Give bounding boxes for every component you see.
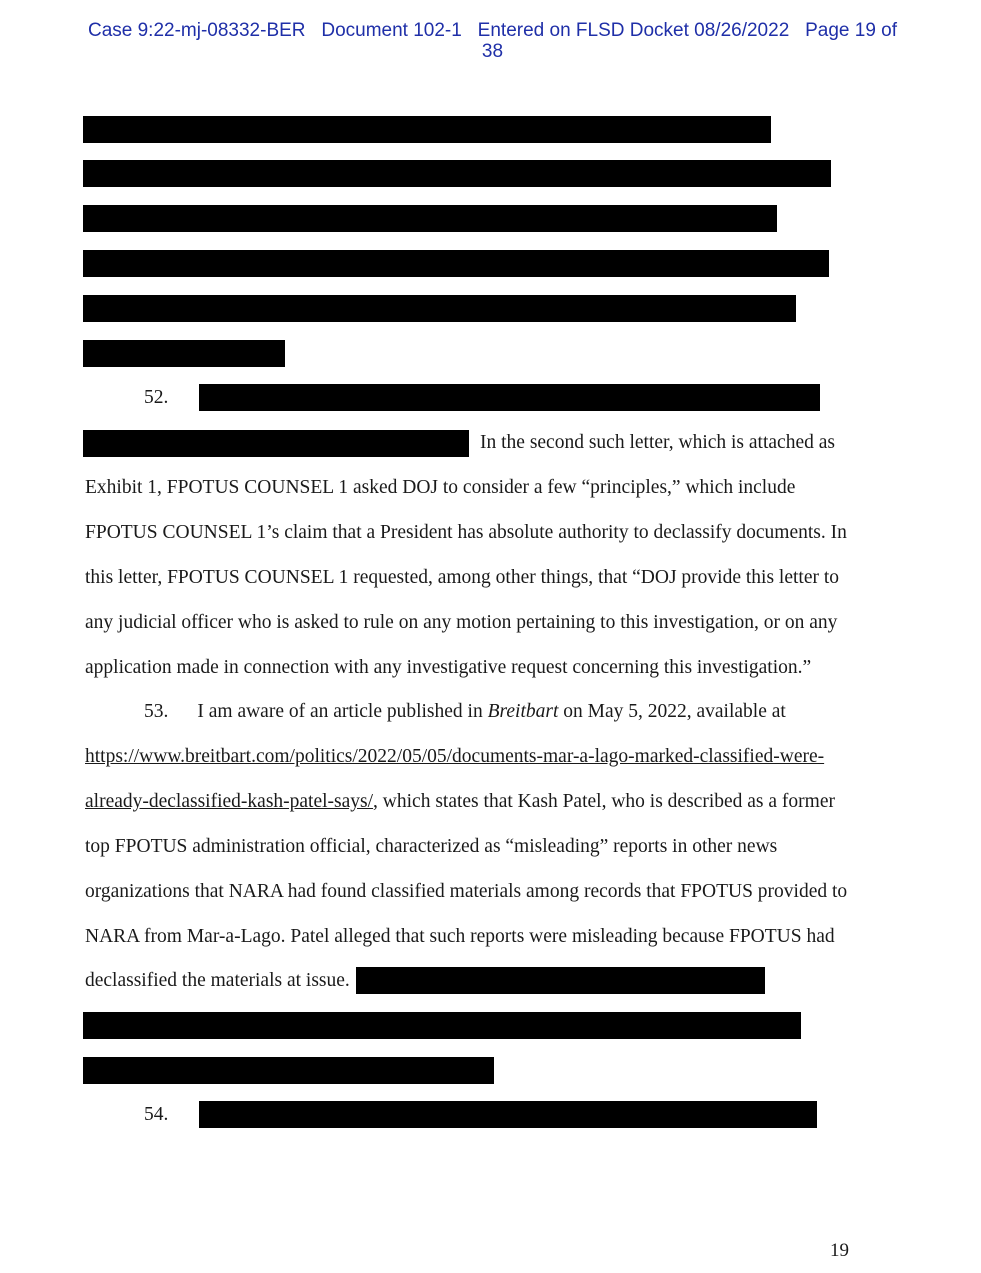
- redaction-block: [83, 116, 771, 143]
- redaction-block: [83, 250, 829, 277]
- p53-line-3: [85, 790, 835, 814]
- redaction-block: [83, 205, 777, 232]
- docket-header: [70, 20, 915, 62]
- p53-line-7: declassified the materials at issue.: [85, 970, 350, 991]
- p53-line-6: NARA from Mar-a-Lago. Patel alleged that such reports were misleading because FPOTUS had: [85, 926, 835, 947]
- redaction-block: [83, 1012, 801, 1039]
- docket-header-line-1: [70, 20, 915, 41]
- redaction-block: [83, 1057, 494, 1084]
- redaction-block: [199, 1101, 817, 1128]
- page-number: 19: [830, 1240, 849, 1261]
- page-total: 38: [481, 41, 504, 62]
- p52-line-4: this letter, FPOTUS COUNSEL 1 requested, among other things, that “DOJ provide this letter to: [85, 567, 840, 588]
- paragraph-number-54: 54.: [144, 1104, 169, 1125]
- p52-line-5: any judicial officer who is asked to rule on any motion pertaining to this investigation, or on any: [85, 612, 838, 633]
- p53-line-3-text: , which states that Kash Patel, who is described as a former: [373, 791, 835, 812]
- redaction-block: [83, 340, 285, 367]
- p53-line-5: organizations that NARA had found classified materials among records that FPOTUS provided to: [85, 881, 848, 902]
- publication-title: Breitbart: [487, 701, 559, 722]
- p53-line-1-text-b: on May 5, 2022, available at: [558, 701, 786, 722]
- p53-line-1-text-a: I am aware of an article published in: [197, 701, 488, 722]
- redaction-block: [83, 160, 831, 187]
- paragraph-number-53: 53.: [144, 701, 169, 722]
- page-of: Page 19 of: [805, 20, 898, 41]
- article-link-part-1[interactable]: https://www.breitbart.com/politics/2022/05/05/documents-mar-a-lago-marked-classified-were-: [85, 746, 825, 767]
- p52-line-2: Exhibit 1, FPOTUS COUNSEL 1 asked DOJ to consider a few “principles,” which include: [85, 477, 796, 498]
- p53-line-1: [144, 700, 786, 724]
- redaction-block: [199, 384, 820, 411]
- p53-line-2: [85, 745, 824, 769]
- p52-line-1: In the second such letter, which is attached as: [480, 432, 835, 453]
- article-link-part-2[interactable]: already-declassified-kash-patel-says/: [85, 791, 374, 812]
- paragraph-number-52: 52.: [144, 387, 169, 408]
- redaction-block: [83, 295, 796, 322]
- document-number: Document 102-1: [321, 20, 462, 41]
- p52-line-6: application made in connection with any investigative request concerning this investigation.”: [85, 657, 812, 678]
- p52-line-3: FPOTUS COUNSEL 1’s claim that a President has absolute authority to declassify documents. In: [85, 522, 847, 543]
- p53-line-4: top FPOTUS administration official, characterized as “misleading” reports in other news: [85, 836, 778, 857]
- redaction-block: [356, 967, 765, 994]
- redaction-block: [83, 430, 469, 457]
- docket-entry: Entered on FLSD Docket 08/26/2022: [477, 20, 790, 41]
- case-number: Case 9:22-mj-08332-BER: [87, 20, 306, 41]
